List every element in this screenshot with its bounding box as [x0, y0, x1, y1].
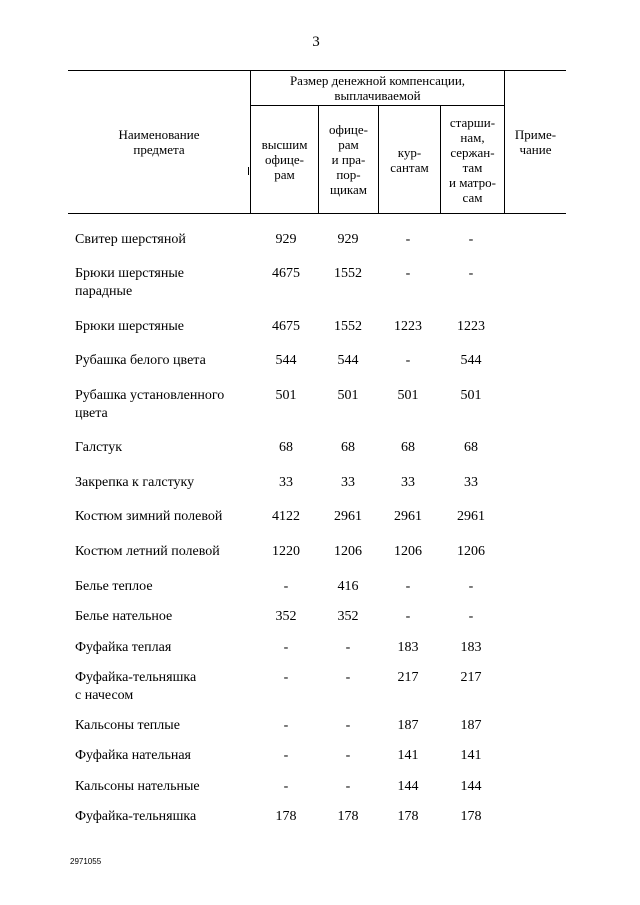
compensation-value: -: [283, 670, 289, 685]
compensation-value: -: [405, 609, 411, 624]
compensation-value: -: [283, 579, 289, 594]
compensation-value: 1206: [334, 544, 362, 559]
compensation-value: -: [345, 748, 351, 763]
compensation-value: 1206: [457, 544, 485, 559]
compensation-value: 4122: [272, 509, 300, 524]
compensation-value: -: [405, 266, 411, 281]
item-name: Костюм зимний полевой: [75, 509, 223, 524]
compensation-value: 33: [279, 475, 293, 490]
item-name: Кальсоны нательные: [75, 779, 200, 794]
compensation-value: -: [283, 718, 289, 733]
header-col-senior-officers: высшим офице- рам: [261, 137, 308, 182]
compensation-value: 68: [464, 440, 478, 455]
compensation-value: 1223: [457, 319, 485, 334]
header-compensation-title: Размер денежной компенсации, выплачиваемой: [289, 73, 466, 103]
header-col-petty-officers: старши- нам, сержан- там и матро- сам: [449, 114, 496, 205]
compensation-value: 501: [337, 388, 359, 403]
compensation-value: -: [345, 779, 351, 794]
compensation-value: 144: [397, 779, 419, 794]
compensation-value: 2961: [457, 509, 485, 524]
compensation-value: 187: [460, 718, 482, 733]
compensation-value: 144: [460, 779, 482, 794]
compensation-value: -: [468, 609, 474, 624]
compensation-value: -: [468, 579, 474, 594]
compensation-value: 1220: [272, 544, 300, 559]
item-name: Закрепка к галстуку: [75, 475, 195, 490]
compensation-value: 544: [275, 353, 297, 368]
compensation-value: 217: [397, 670, 419, 685]
table-header: [68, 70, 566, 214]
compensation-value: 68: [279, 440, 293, 455]
item-name: Брюки шерстяные парадные: [75, 266, 184, 299]
compensation-value: 68: [401, 440, 415, 455]
compensation-value: 183: [397, 640, 419, 655]
header-note: Приме- чание: [514, 127, 557, 157]
compensation-value: 501: [460, 388, 482, 403]
compensation-value: 544: [460, 353, 482, 368]
compensation-value: 2961: [334, 509, 362, 524]
compensation-value: 178: [275, 809, 297, 824]
compensation-value: -: [283, 779, 289, 794]
header-col-officers-warrant: офице- рам и пра- пор- щикам: [329, 122, 368, 197]
compensation-value: 33: [464, 475, 478, 490]
compensation-value: 544: [337, 353, 359, 368]
compensation-value: 4675: [272, 266, 300, 281]
compensation-value: 501: [397, 388, 419, 403]
compensation-value: 33: [401, 475, 415, 490]
item-name: Рубашка установленного цвета: [75, 388, 225, 421]
compensation-value: 1552: [334, 319, 362, 334]
item-name: Фуфайка-тельняшка с начесом: [75, 670, 197, 703]
compensation-value: -: [405, 232, 411, 247]
compensation-value: 178: [337, 809, 359, 824]
header-col-cadets: кур- сантам: [390, 144, 429, 175]
compensation-value: 416: [337, 579, 359, 594]
compensation-value: -: [468, 266, 474, 281]
compensation-value: -: [345, 718, 351, 733]
compensation-value: -: [345, 640, 351, 655]
compensation-value: 2961: [394, 509, 422, 524]
item-name: Фуфайка-тельняшка: [75, 809, 197, 824]
item-name: Костюм летний полевой: [75, 544, 220, 559]
page-number: 3: [312, 34, 320, 50]
compensation-value: 501: [275, 388, 297, 403]
item-name: Брюки шерстяные: [75, 319, 184, 334]
compensation-value: 68: [341, 440, 355, 455]
header-item-name: Наименование предмета: [118, 127, 200, 157]
item-name: Белье теплое: [75, 579, 153, 594]
compensation-value: 187: [397, 718, 419, 733]
compensation-value: 178: [397, 809, 419, 824]
compensation-value: 178: [460, 809, 482, 824]
compensation-value: -: [283, 748, 289, 763]
compensation-value: 929: [275, 232, 297, 247]
compensation-value: -: [468, 232, 474, 247]
item-name: Кальсоны теплые: [75, 718, 180, 733]
item-name: Галстук: [75, 440, 123, 455]
compensation-value: 1552: [334, 266, 362, 281]
compensation-value: 929: [337, 232, 359, 247]
compensation-value: 352: [337, 609, 359, 624]
item-name: Фуфайка теплая: [75, 640, 172, 655]
compensation-value: 141: [397, 748, 419, 763]
item-name: Белье нательное: [75, 609, 173, 624]
item-name: Фуфайка нательная: [75, 748, 191, 763]
compensation-value: -: [283, 640, 289, 655]
compensation-value: 141: [460, 748, 482, 763]
compensation-value: -: [405, 579, 411, 594]
compensation-value: 1223: [394, 319, 422, 334]
compensation-value: -: [345, 670, 351, 685]
compensation-value: 217: [460, 670, 482, 685]
item-name: Свитер шерстяной: [75, 232, 186, 247]
compensation-value: 183: [460, 640, 482, 655]
compensation-value: -: [405, 353, 411, 368]
compensation-value: 4675: [272, 319, 300, 334]
compensation-value: 33: [341, 475, 355, 490]
item-name: Рубашка белого цвета: [75, 353, 206, 368]
compensation-value: 1206: [394, 544, 422, 559]
compensation-value: 352: [275, 609, 297, 624]
document-id: 2971055: [70, 857, 102, 866]
